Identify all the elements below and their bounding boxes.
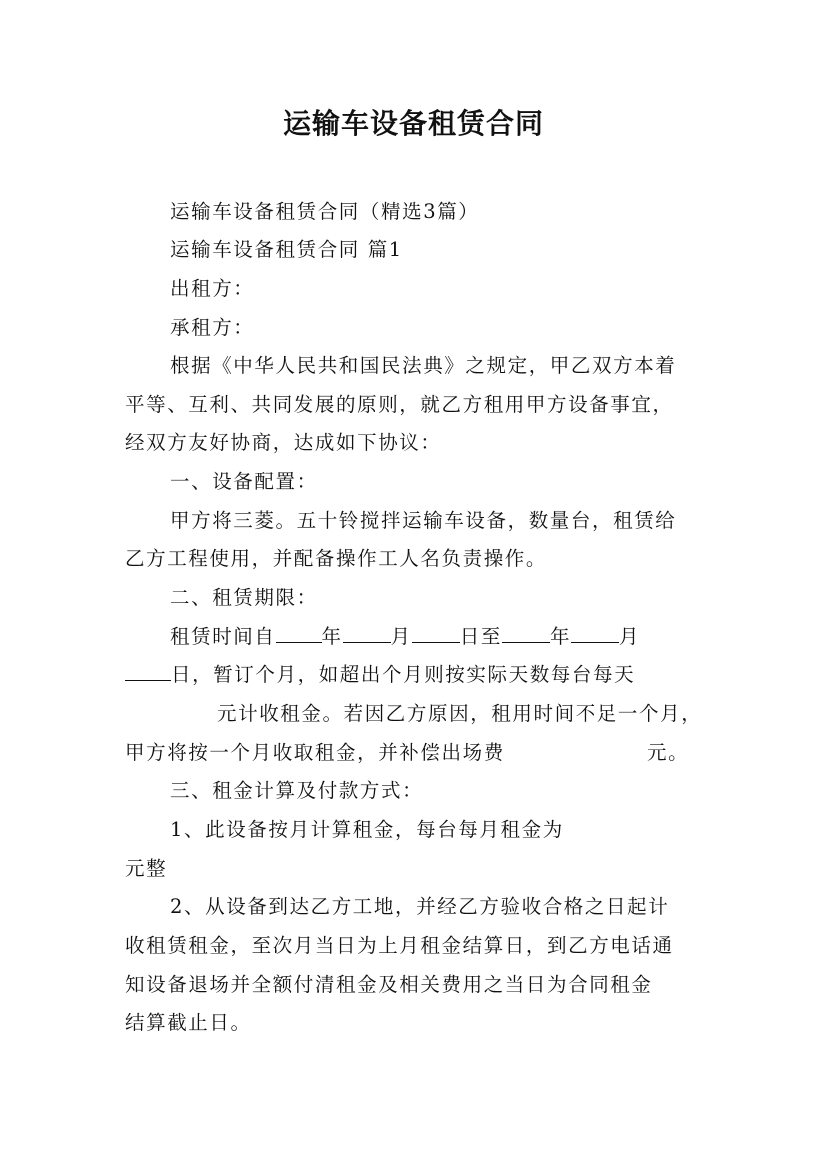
lessor-label: 出租方： (170, 277, 255, 300)
term-line (170, 624, 640, 650)
preamble-line: 平等、互利、共同发展的原则，就乙方租用甲方设备事宜， (125, 393, 674, 416)
payment-line: 元整 (125, 857, 168, 880)
term-year-label: 年 (549, 625, 572, 648)
section-heading-config: 一、设备配置： (170, 470, 318, 493)
term-line: 元计收租金。若因乙方原因，租用时间不足一个月， (217, 702, 703, 725)
config-line: 乙方工程使用，并配备操作工人名负责操作。 (125, 547, 548, 570)
blank-field (502, 624, 550, 643)
blank-field (343, 624, 391, 643)
blank-field (412, 624, 460, 643)
term-day-label: 日至 (459, 625, 502, 648)
payment-line: 收租赁租金，至次月当日为上月租金结算日，到乙方电话通 (125, 934, 674, 957)
preamble-line: 经双方友好协商，达成如下协议： (125, 431, 442, 454)
payment-line: 知设备退场并全额付清租金及相关费用之当日为合同租金 (125, 973, 653, 996)
term-month-label: 月 (619, 625, 641, 648)
term-year-label: 年 (321, 625, 343, 648)
blank-field (125, 662, 171, 681)
term-text: 日，暂订个月，如超出个月则按实际天数每台每天 (171, 663, 636, 686)
term-month-label: 月 (390, 625, 412, 648)
config-line: 甲方将三菱。五十铃搅拌运输车设备，数量台，租赁给 (170, 509, 677, 532)
payment-line: 结算截止日。 (125, 1011, 252, 1034)
term-line-end: 元。 (647, 741, 690, 764)
section-heading-payment: 三、租金计算及付款方式： (170, 779, 424, 802)
preamble-line: 根据《中华人民共和国民法典》之规定，甲乙双方本着 (170, 354, 677, 377)
subtitle: 运输车设备租赁合同（精选3篇） (170, 200, 480, 223)
term-line (125, 662, 635, 688)
payment-line: 2、从设备到达乙方工地，并经乙方验收合格之日起计 (170, 895, 670, 918)
document-title: 运输车设备租赁合同 (282, 107, 544, 140)
blank-field (276, 624, 322, 643)
term-line: 甲方将按一个月收取租金，并补偿出场费 (125, 741, 505, 764)
lessee-label: 承租方： (170, 316, 255, 339)
blank-field (571, 624, 619, 643)
term-prefix: 租赁时间自 (170, 625, 276, 648)
section-heading-term: 二、租赁期限： (170, 586, 318, 609)
payment-line: 1、此设备按月计算租金，每台每月租金为 (170, 818, 564, 841)
section-heading: 运输车设备租赁合同 篇1 (170, 238, 403, 261)
